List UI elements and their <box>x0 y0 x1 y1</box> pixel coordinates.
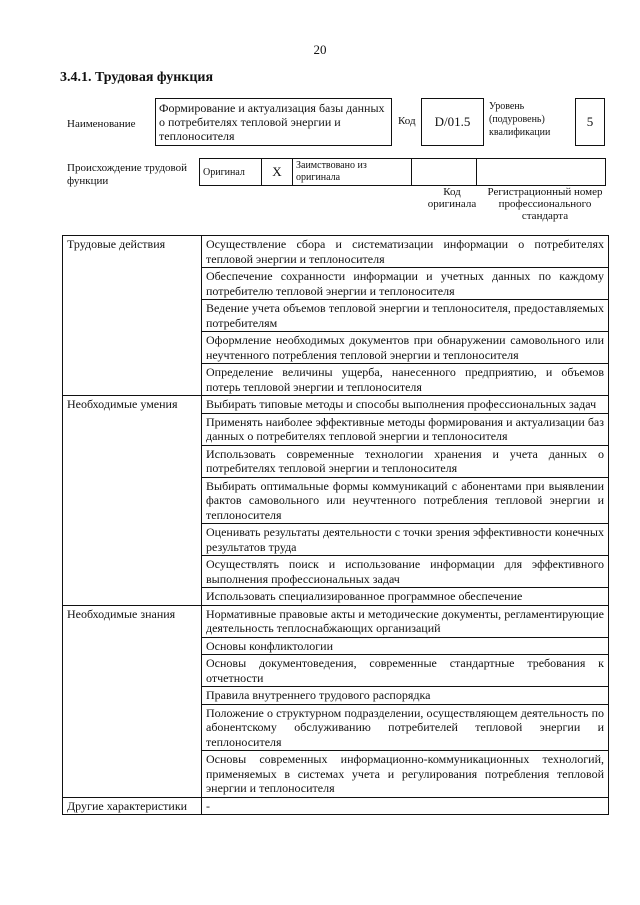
original-mark-cell: X <box>262 159 293 186</box>
section-title: 3.4.1. Трудовая функция <box>60 70 214 85</box>
zaimstvovano-cell: Заимствовано из оригинала <box>293 159 412 186</box>
table-row <box>63 236 609 268</box>
row-item: Нормативные правовые акты и методические документы, регламентирующие деятельность теплоснабжающих организаций <box>202 605 609 637</box>
row-item: Применять наиболее эффективные методы формирования и актуализации баз данных о потребителях тепловой энергии и теплоносителя <box>202 413 609 445</box>
row-heading: Необходимые знания <box>63 605 202 797</box>
row-item: Основы конфликтологии <box>202 637 609 655</box>
row-item: Основы документоведения, современные стандартные требования к отчетности <box>202 655 609 687</box>
uroven-value-box: 5 <box>575 98 605 146</box>
table-row <box>63 797 609 815</box>
row-item: Оформление необходимых документов при обнаружении самовольного или неучтенного потребления тепловой энергии и теплоносителя <box>202 332 609 364</box>
naimenovanie-label: Наименование <box>67 118 136 130</box>
function-name-box: Формирование и актуализация базы данных о потребителях тепловой энергии и теплоносителя <box>155 98 392 146</box>
kod-originala-label: Код оригинала <box>427 186 477 210</box>
row-item: Выбирать типовые методы и способы выполнения профессиональных задач <box>202 396 609 414</box>
function-details-table <box>62 235 609 815</box>
original-label-cell: Оригинал <box>200 159 262 186</box>
row-item: Оценивать результаты деятельности с точки зрения эффективности конечных результатов труда <box>202 524 609 556</box>
row-item: - <box>202 797 609 815</box>
kod-label: Код <box>398 115 416 127</box>
kod-originala-cell <box>412 159 477 186</box>
row-item: Осуществление сбора и систематизации информации о потребителях тепловой энергии и теплоносителя <box>202 236 609 268</box>
row-item: Использовать специализированное программное обеспечение <box>202 588 609 606</box>
page-number: 20 <box>313 42 327 57</box>
kod-value-box: D/01.5 <box>421 98 484 146</box>
row-heading: Другие характеристики <box>63 797 202 815</box>
proiskhozhdenie-label: Происхождение трудовой функции <box>67 162 188 187</box>
origin-table <box>199 158 606 186</box>
row-item: Осуществлять поиск и использование информации для эффективного выполнения профессиональных задач <box>202 556 609 588</box>
row-item: Использовать современные технологии хранения и учета данных о потребителях тепловой энергии и теплоносителя <box>202 445 609 477</box>
row-item: Правила внутреннего трудового распорядка <box>202 687 609 705</box>
row-item: Основы современных информационно-коммуникационных технологий, применяемых в системах учета и регулирования потребления тепловой энергии и теплоносителя <box>202 751 609 798</box>
table-row <box>63 605 609 637</box>
row-heading: Необходимые умения <box>63 396 202 606</box>
row-heading: Трудовые действия <box>63 236 202 396</box>
uroven-label: Уровень (подуровень) квалификации <box>489 101 551 138</box>
row-item: Определение величины ущерба, нанесенного предприятию, и объемов потерь тепловой энергии и теплоносителя <box>202 364 609 396</box>
reg-nomer-cell <box>477 159 606 186</box>
row-item: Выбирать оптимальные формы коммуникаций с абонентами при выявлении фактов самовольного или неучтенного потребления тепловой энергии и теплоносителя <box>202 477 609 524</box>
reg-nomer-label: Регистрационный номер профессионального стандарта <box>487 186 603 222</box>
row-item: Положение о структурном подразделении, осуществляющем деятельность по абонентскому обслуживанию потребителей тепловой энергии и теплоносителя <box>202 704 609 751</box>
table-row <box>63 396 609 414</box>
row-item: Ведение учета объемов тепловой энергии и теплоносителя, предоставляемых потребителям <box>202 300 609 332</box>
row-item: Обеспечение сохранности информации и учетных данных по каждому потребителю тепловой энергии и теплоносителя <box>202 268 609 300</box>
